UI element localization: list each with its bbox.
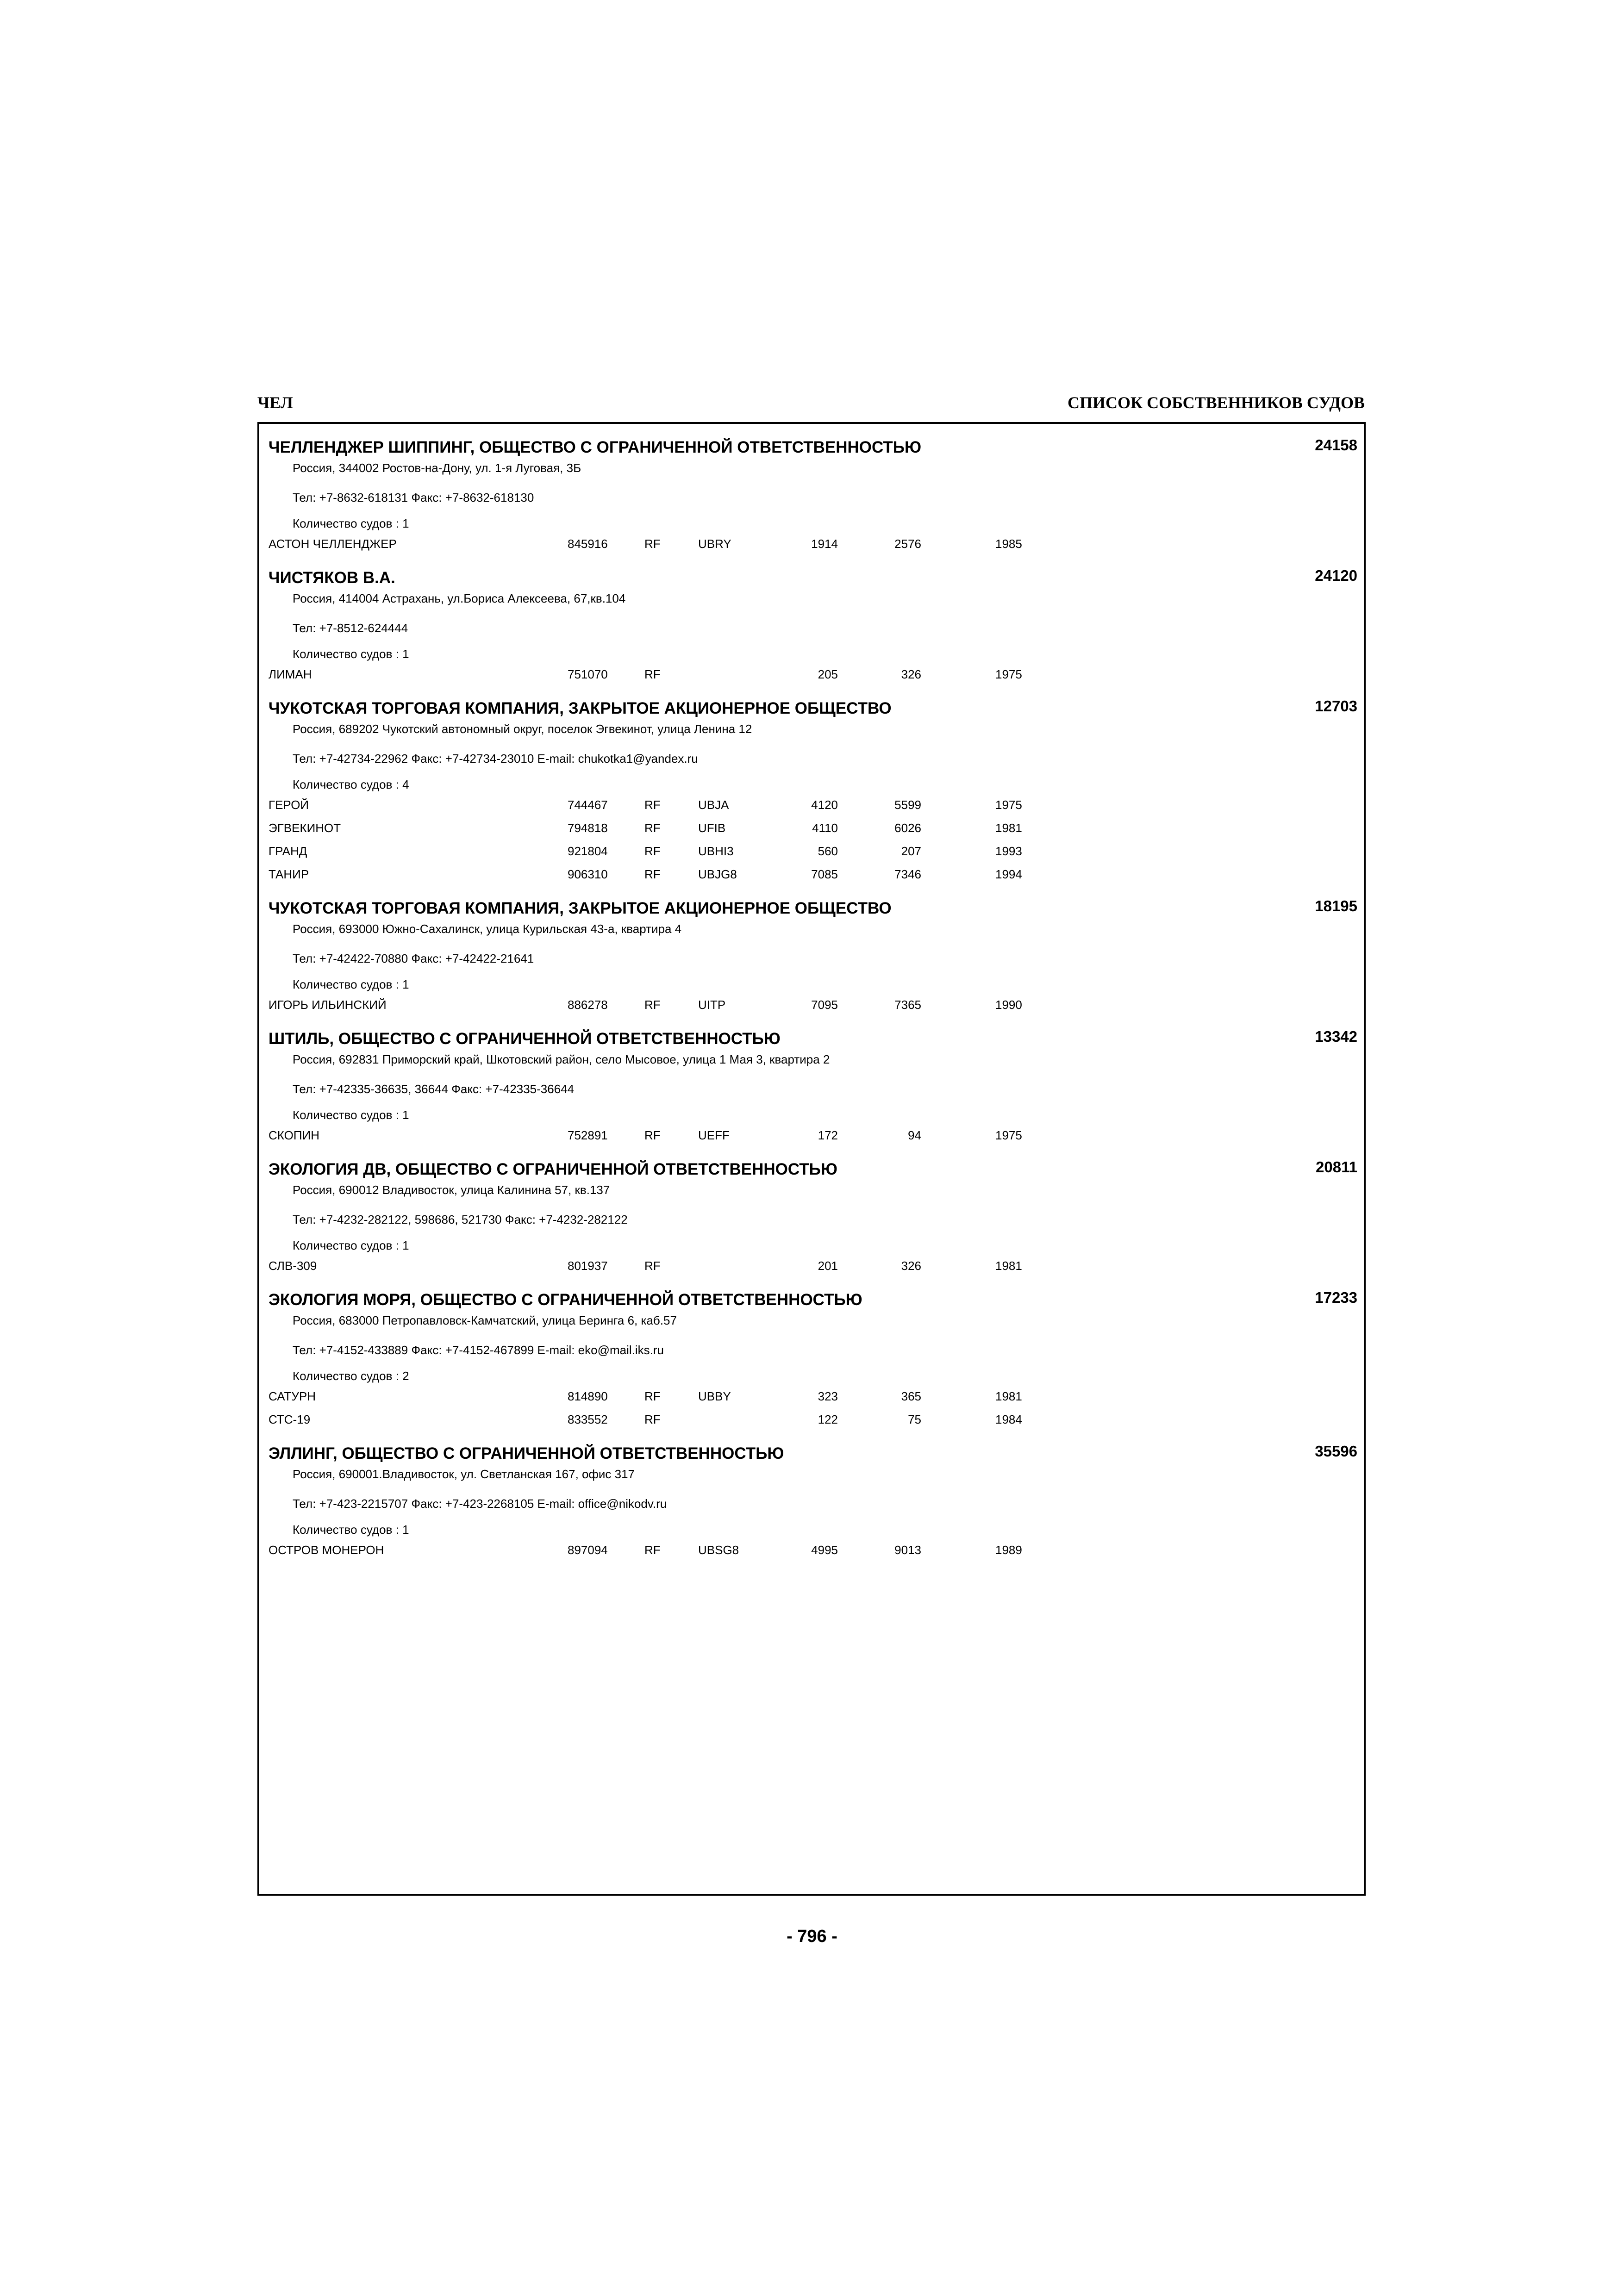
vessel-reg-number: 833552: [568, 1412, 608, 1426]
vessel-deadweight: 326: [901, 1259, 921, 1273]
vessel-gross-tonnage: 7085: [811, 867, 838, 881]
vessel-flag: RF: [644, 1543, 661, 1557]
vessel-reg-number: 744467: [568, 798, 608, 812]
vessel-build-year: 1981: [995, 1259, 1022, 1273]
company-id: 18195: [1315, 897, 1357, 915]
vessel-gross-tonnage: 323: [818, 1389, 838, 1403]
vessel-row: [269, 793, 1364, 816]
vessel-build-year: 1990: [995, 998, 1022, 1012]
vessel-deadweight: 6026: [894, 821, 921, 835]
company-header: [269, 436, 1364, 460]
company-contacts: Тел: +7-42422-70880 Факс: +7-42422-21641: [293, 952, 534, 965]
vessel-count: Количество судов : 1: [293, 1238, 409, 1252]
vessel-deadweight: 207: [901, 844, 921, 858]
vessel-reg-number: 751070: [568, 667, 608, 681]
running-head-title: СПИСОК СОБСТВЕННИКОВ СУДОВ: [1067, 393, 1365, 412]
company-address: Россия, 690012 Владивосток, улица Калинина 57, кв.137: [293, 1183, 610, 1197]
vessel-reg-number: 845916: [568, 537, 608, 551]
company-contacts: Тел: +7-8512-624444: [293, 621, 408, 635]
vessel-call-sign: UFIB: [698, 821, 726, 835]
vessel-build-year: 1985: [995, 537, 1022, 551]
vessel-call-sign: UBRY: [698, 537, 731, 551]
company-id: 12703: [1315, 697, 1357, 715]
company-contacts: Тел: +7-423-2215707 Факс: +7-423-2268105 E-mail: office@nikodv.ru: [293, 1497, 667, 1511]
vessel-deadweight: 75: [908, 1412, 921, 1426]
company-id: 24158: [1315, 436, 1357, 454]
vessel-deadweight: 7346: [894, 867, 921, 881]
vessel-deadweight: 2576: [894, 537, 921, 551]
company-name: ЧЕЛЛЕНДЖЕР ШИППИНГ, ОБЩЕСТВО С ОГРАНИЧЕННОЙ ОТВЕТСТВЕННОСТЬЮ: [269, 438, 922, 456]
vessel-build-year: 1975: [995, 798, 1022, 812]
company-address: Россия, 693000 Южно-Сахалинск, улица Курильская 43-а, квартира 4: [293, 922, 682, 936]
vessel-flag: RF: [644, 998, 661, 1012]
vessel-build-year: 1994: [995, 867, 1022, 881]
vessel-row: [269, 1538, 1364, 1562]
company-id: 35596: [1315, 1443, 1357, 1460]
vessel-name: СТС-19: [269, 1412, 311, 1426]
vessel-count: Количество судов : 1: [293, 1108, 409, 1122]
vessel-name: ТАНИР: [269, 867, 309, 881]
vessel-build-year: 1993: [995, 844, 1022, 858]
vessel-name: СКОПИН: [269, 1128, 320, 1142]
vessel-count: Количество судов : 2: [293, 1369, 409, 1383]
vessel-name: АСТОН ЧЕЛЛЕНДЖЕР: [269, 537, 397, 551]
vessel-row: [269, 816, 1364, 840]
vessel-row: [269, 1254, 1364, 1277]
vessel-count: Количество судов : 1: [293, 647, 409, 661]
vessel-gross-tonnage: 1914: [811, 537, 838, 551]
company-entry: [269, 1158, 1364, 1277]
vessel-flag: RF: [644, 1412, 661, 1426]
company-header: [269, 1442, 1364, 1466]
company-name: ШТИЛЬ, ОБЩЕСТВО С ОГРАНИЧЕННОЙ ОТВЕТСТВЕННОСТЬЮ: [269, 1030, 781, 1048]
vessel-row: [269, 993, 1364, 1016]
vessel-name: ОСТРОВ МОНЕРОН: [269, 1543, 384, 1557]
vessel-gross-tonnage: 4995: [811, 1543, 838, 1557]
company-id: 24120: [1315, 567, 1357, 584]
vessel-deadweight: 9013: [894, 1543, 921, 1557]
vessel-row: [269, 863, 1364, 886]
company-entry: [269, 897, 1364, 1016]
vessel-build-year: 1975: [995, 667, 1022, 681]
company-entry: [269, 1027, 1364, 1147]
vessel-name: ЭГВЕКИНОТ: [269, 821, 341, 835]
company-address: Россия, 683000 Петропавловск-Камчатский, улица Беринга 6, каб.57: [293, 1313, 677, 1327]
vessel-call-sign: UBJG8: [698, 867, 737, 881]
vessel-deadweight: 5599: [894, 798, 921, 812]
vessel-flag: RF: [644, 821, 661, 835]
vessel-flag: RF: [644, 867, 661, 881]
running-head-section: ЧЕЛ: [257, 393, 293, 412]
vessel-build-year: 1989: [995, 1543, 1022, 1557]
company-entry: [269, 1442, 1364, 1562]
company-contacts: Тел: +7-42734-22962 Факс: +7-42734-23010 E-mail: chukotka1@yandex.ru: [293, 752, 698, 765]
company-id: 17233: [1315, 1289, 1357, 1306]
company-header: [269, 1158, 1364, 1182]
vessel-flag: RF: [644, 1389, 661, 1403]
vessel-call-sign: UBHI3: [698, 844, 734, 858]
vessel-name: ИГОРЬ ИЛЬИНСКИЙ: [269, 998, 387, 1012]
vessel-reg-number: 794818: [568, 821, 608, 835]
vessel-name: САТУРН: [269, 1389, 316, 1403]
vessel-name: ЛИМАН: [269, 667, 312, 681]
vessel-row: [269, 663, 1364, 686]
vessel-call-sign: UBJA: [698, 798, 729, 812]
vessel-reg-number: 801937: [568, 1259, 608, 1273]
vessel-row: [269, 1385, 1364, 1408]
vessel-flag: RF: [644, 844, 661, 858]
vessel-call-sign: UEFF: [698, 1128, 730, 1142]
company-header: [269, 897, 1364, 921]
company-address: Россия, 414004 Астрахань, ул.Бориса Алексеева, 67,кв.104: [293, 591, 626, 605]
company-id: 13342: [1315, 1028, 1357, 1045]
company-contacts: Тел: +7-4232-282122, 598686, 521730 Факс: +7-4232-282122: [293, 1213, 628, 1226]
vessel-flag: RF: [644, 798, 661, 812]
vessel-reg-number: 906310: [568, 867, 608, 881]
company-contacts: Тел: +7-42335-36635, 36644 Факс: +7-42335-36644: [293, 1082, 575, 1096]
company-name: ЧУКОТСКАЯ ТОРГОВАЯ КОМПАНИЯ, ЗАКРЫТОЕ АКЦИОНЕРНОЕ ОБЩЕСТВО: [269, 899, 892, 917]
vessel-gross-tonnage: 201: [818, 1259, 838, 1273]
vessel-gross-tonnage: 122: [818, 1412, 838, 1426]
vessel-reg-number: 886278: [568, 998, 608, 1012]
page-number: - 796 -: [787, 1927, 837, 1946]
company-entry: [269, 436, 1364, 555]
vessel-deadweight: 326: [901, 667, 921, 681]
vessel-reg-number: 897094: [568, 1543, 608, 1557]
vessel-count: Количество судов : 4: [293, 778, 409, 791]
vessel-call-sign: UBBY: [698, 1389, 731, 1403]
vessel-build-year: 1975: [995, 1128, 1022, 1142]
vessel-deadweight: 94: [908, 1128, 921, 1142]
vessel-count: Количество судов : 1: [293, 516, 409, 530]
company-name: ЭЛЛИНГ, ОБЩЕСТВО С ОГРАНИЧЕННОЙ ОТВЕТСТВЕННОСТЬЮ: [269, 1444, 784, 1462]
company-name: ЭКОЛОГИЯ ДВ, ОБЩЕСТВО С ОГРАНИЧЕННОЙ ОТВЕТСТВЕННОСТЬЮ: [269, 1160, 837, 1178]
company-name: ЭКОЛОГИЯ МОРЯ, ОБЩЕСТВО С ОГРАНИЧЕННОЙ ОТВЕТСТВЕННОСТЬЮ: [269, 1291, 862, 1309]
company-entry: [269, 566, 1364, 686]
company-contacts: Тел: +7-8632-618131 Факс: +7-8632-618130: [293, 491, 534, 504]
company-entry: [269, 697, 1364, 886]
vessel-reg-number: 752891: [568, 1128, 608, 1142]
vessel-flag: RF: [644, 537, 661, 551]
vessel-deadweight: 7365: [894, 998, 921, 1012]
vessel-row: [269, 840, 1364, 863]
vessel-build-year: 1981: [995, 821, 1022, 835]
vessel-count: Количество судов : 1: [293, 977, 409, 991]
company-address: Россия, 692831 Приморский край, Шкотовский район, село Мысовое, улица 1 Мая 3, квартира 2: [293, 1052, 830, 1066]
vessel-reg-number: 921804: [568, 844, 608, 858]
company-name: ЧУКОТСКАЯ ТОРГОВАЯ КОМПАНИЯ, ЗАКРЫТОЕ АКЦИОНЕРНОЕ ОБЩЕСТВО: [269, 699, 892, 717]
vessel-flag: RF: [644, 667, 661, 681]
vessel-reg-number: 814890: [568, 1389, 608, 1403]
company-name: ЧИСТЯКОВ В.А.: [269, 569, 395, 587]
vessel-deadweight: 365: [901, 1389, 921, 1403]
vessel-row: [269, 1408, 1364, 1431]
company-header: [269, 1288, 1364, 1313]
vessel-gross-tonnage: 7095: [811, 998, 838, 1012]
company-list: [269, 436, 1364, 1573]
vessel-build-year: 1984: [995, 1412, 1022, 1426]
company-address: Россия, 344002 Ростов-на-Дону, ул. 1-я Луговая, 3Б: [293, 461, 581, 475]
company-id: 20811: [1316, 1158, 1357, 1176]
vessel-call-sign: UBSG8: [698, 1543, 739, 1557]
company-address: Россия, 690001.Владивосток, ул. Светланская 167, офис 317: [293, 1467, 635, 1481]
vessel-name: СЛВ-309: [269, 1259, 317, 1273]
vessel-count: Количество судов : 1: [293, 1523, 409, 1537]
vessel-gross-tonnage: 4120: [811, 798, 838, 812]
vessel-name: ГРАНД: [269, 844, 307, 858]
company-header: [269, 566, 1364, 591]
vessel-gross-tonnage: 172: [818, 1128, 838, 1142]
vessel-flag: RF: [644, 1259, 661, 1273]
vessel-flag: RF: [644, 1128, 661, 1142]
vessel-name: ГЕРОЙ: [269, 798, 309, 812]
vessel-gross-tonnage: 205: [818, 667, 838, 681]
vessel-gross-tonnage: 560: [818, 844, 838, 858]
vessel-row: [269, 532, 1364, 555]
company-header: [269, 697, 1364, 721]
content-frame: [257, 422, 1366, 1896]
company-header: [269, 1027, 1364, 1052]
vessel-row: [269, 1124, 1364, 1147]
company-address: Россия, 689202 Чукотский автономный округ, поселок Эгвекинот, улица Ленина 12: [293, 722, 752, 736]
vessel-call-sign: UITP: [698, 998, 726, 1012]
vessel-build-year: 1981: [995, 1389, 1022, 1403]
company-entry: [269, 1288, 1364, 1431]
company-contacts: Тел: +7-4152-433889 Факс: +7-4152-467899 E-mail: eko@mail.iks.ru: [293, 1343, 664, 1357]
vessel-gross-tonnage: 4110: [812, 821, 838, 835]
